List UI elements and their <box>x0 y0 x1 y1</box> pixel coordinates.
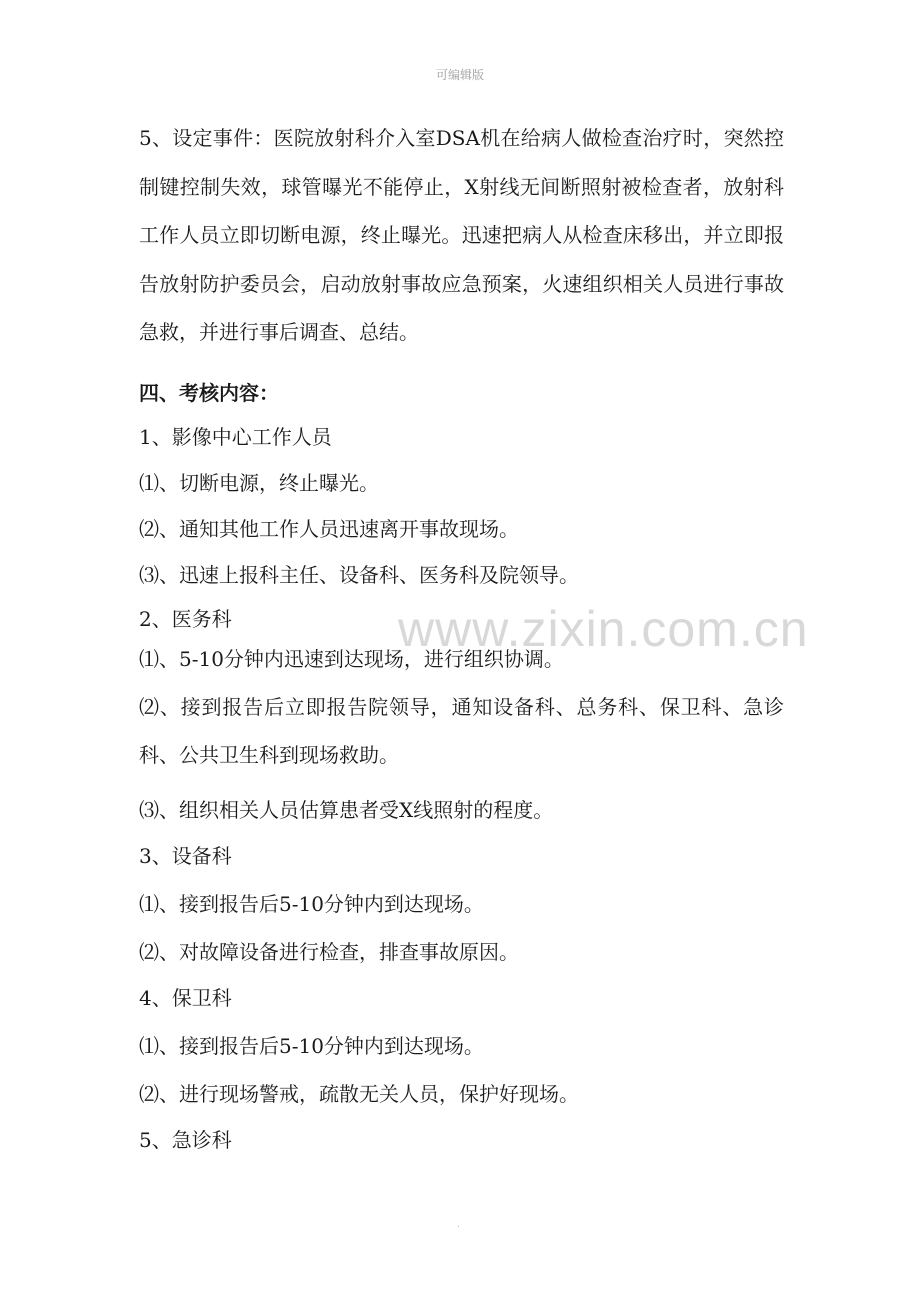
document-body <box>139 114 784 1150</box>
list-item: ⑵、接到报告后立即报告院领导，通知设备科、总务科、保卫科、急诊科、公共卫生科到现场救助。 <box>139 694 784 767</box>
list-item: 4、保卫科 <box>139 985 232 1010</box>
list-item: ⑴、切断电源，终止曝光。 <box>139 470 379 495</box>
list-item: 1、影像中心工作人员 <box>139 424 332 449</box>
watermark: www.zixin.com.cn <box>398 601 809 657</box>
list-item: ⑵、进行现场警戒，疏散无关人员，保护好现场。 <box>139 1081 579 1106</box>
list-item: ⑵、通知其他工作人员迅速离开事故现场。 <box>139 516 519 541</box>
list-item: 2、医务科 <box>139 606 232 631</box>
list-item: ⑴、接到报告后5-10分钟内到达现场。 <box>139 891 484 916</box>
list-item: 5、急诊科 <box>139 1127 232 1152</box>
list-item: ⑴、5-10分钟内迅速到达现场，进行组织协调。 <box>139 646 564 671</box>
page-header: 可编辑版 <box>435 68 484 82</box>
list-item: ⑶、迅速上报科主任、设备科、医务科及院领导。 <box>139 562 579 587</box>
footer-mark: . <box>457 1220 460 1230</box>
event-paragraph: 5、设定事件：医院放射科介入室DSA机在给病人做检查治疗时，突然控制键控制失效，球管曝光不能停止，X射线无间断照射被检查者，放射科工作人员立即切断电源，终止曝光。迅速把病人从检查床移出，并立即报告放射防护委员会，启动放射事故应急预案，火速组织相关人员进行事故急救，并进行事后调查、总结。 <box>139 126 784 344</box>
section-title: 四、考核内容： <box>139 380 279 405</box>
list-item: ⑵、对故障设备进行检查，排查事故原因。 <box>139 939 519 964</box>
list-item: 3、设备科 <box>139 843 232 868</box>
list-item: ⑶、组织相关人员估算患者受X线照射的程度。 <box>139 797 554 822</box>
list-item: ⑴、接到报告后5-10分钟内到达现场。 <box>139 1033 484 1058</box>
